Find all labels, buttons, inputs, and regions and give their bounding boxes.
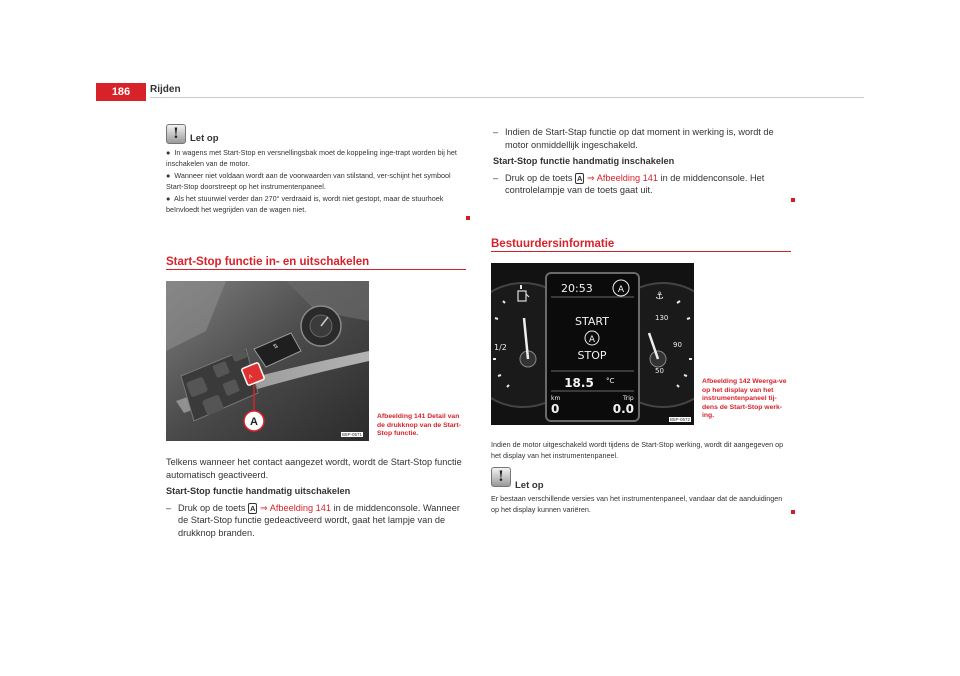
right-column-steps [493,126,789,197]
page-number: 186 [96,83,146,101]
end-marker-icon [791,198,795,202]
lcd-km-value: 0 [551,402,560,416]
subheading-disable: Start-Stop functie handmatig uitschakelen [166,486,351,496]
figure-code: B5P-0672 [670,417,691,422]
section-heading-start-stop: Start-Stop functie in- en uitschakelen [166,256,370,268]
heading-rule [491,251,791,252]
figure-141-caption: Afbeelding 141 Detail van de drukknop van de Start-Stop functie. [377,413,461,437]
note-item: ● Als het stuurwiel verder dan 270° verdraaid is, wordt niet gestopt, maar de stuurhoek beïnvloedt het wegrijden van de wagen niet. [166,194,444,214]
figure-142-instrument-cluster [491,263,694,425]
coolant-icon: ⚓ [655,291,664,302]
figure-code: B5P-0571 [342,432,363,437]
heading-rule [166,269,466,270]
svg-text:A: A [247,373,254,381]
warning-note-icon: ! [491,467,511,487]
intro-paragraph: Telkens wanneer het contact aangezet wordt, wordt de Start-Stop functie automatisch geactiveerd. [166,457,462,480]
figure-141-link[interactable]: ⇒ Afbeelding 141 [586,172,659,183]
lcd-temperature: 18.5 [564,376,594,390]
lcd-trip-value: 0.0 [612,402,634,416]
temp-90-label: 90 [673,341,682,349]
lcd-start-label: START [575,315,609,328]
note-title: Let op [515,480,544,491]
step-enable: – Druk op de toets A ⇒ Afbeelding 141 in de middenconsole. Het controlelampje van de toets gaat uit. [493,172,765,195]
running-header: Rijden [150,84,181,95]
note-body [166,148,462,217]
temp-50-label: 50 [655,367,664,375]
note-body: Er bestaan verschillende versies van het instrumentenpaneel, vandaar dat de aanduidingen op het display kunnen variëren. [491,494,783,514]
step-disable: – Druk op de toets A ⇒ Afbeelding 141 in de middenconsole. Wanneer de Start-Stop functie gedeactiveerd wordt, gaat het lampje van de drukknop branden. [166,502,460,538]
section1-body [166,456,466,539]
lcd-start-stop-key: A [617,285,625,295]
lcd-trip-label: Trip [623,395,634,402]
figure-141-link[interactable]: ⇒ Afbeelding 141 [259,502,332,513]
svg-text:⇅: ⇅ [272,342,280,351]
fuel-half-label: 1/2 [494,343,507,352]
end-marker-icon [791,510,795,514]
lcd-time: 20:53 [561,282,593,295]
header-divider [150,97,864,98]
figure-141-door-switches [166,281,369,441]
subheading-enable: Start-Stop functie handmatig inschakelen [493,156,675,166]
end-marker-icon [466,216,470,220]
lcd-temp-unit: °C [606,377,615,385]
note-title: Let op [190,133,219,144]
note-item: ● Wanneer niet voldaan wordt aan de voorwaarden van stilstand, ver-schijnt het symbool Start-Stop doorstreept op het instrumentenpaneel. [166,171,451,191]
section2-paragraph: Indien de motor uitgeschakeld wordt tijdens de Start-Stop werking, wordt dit aangegeven op het display van het instrumentenpaneel. [491,440,784,460]
step-continued: – Indien de Start-Stap functie op dat moment in werking is, wordt de motor onmiddellijk ingeschakeld. [493,127,774,150]
lcd-km-label: km [551,395,561,402]
lcd-stop-label: STOP [577,349,607,362]
lcd-center-key: A [588,335,596,345]
warning-note-icon: ! [166,124,186,144]
section-heading-driver-info: Bestuurdersinformatie [491,238,615,250]
key-a-icon: A [576,173,583,183]
temp-130-label: 130 [655,314,669,322]
figure-callout-a: A [250,416,258,428]
note-item: ● In wagens met Start-Stop en versnellingsbak moet de koppeling inge-trapt worden bij het inschakelen van de motor. [166,148,457,168]
key-a-icon: A [249,503,256,513]
figure-142-caption: Afbeelding 142 Weerga-ve op het display van het instrumentenpaneel tij-dens de Start-Stop werk-ing. [702,378,787,419]
